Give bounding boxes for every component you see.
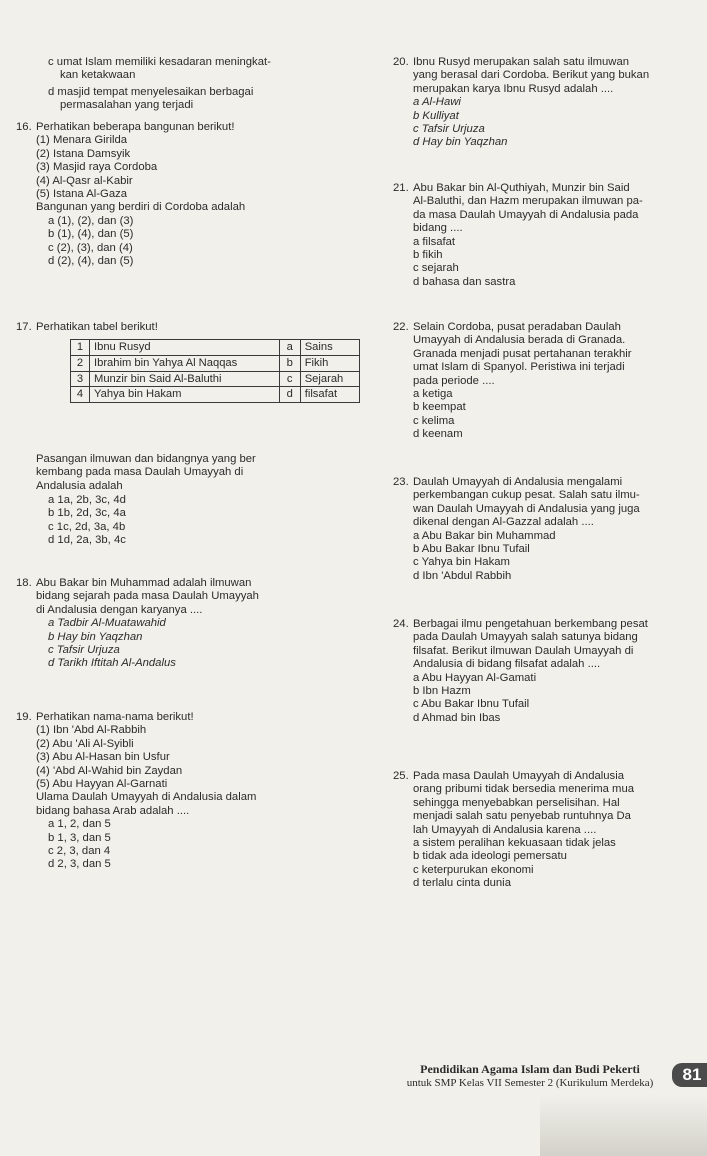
q18-option-b[interactable]: b Hay bin Yaqzhan <box>48 630 143 643</box>
q16-options <box>16 215 376 269</box>
page-footer <box>380 1062 680 1089</box>
q18-option-c[interactable]: c Tafsir Urjuza <box>48 644 120 657</box>
q18-options <box>16 617 376 671</box>
q25-option-a[interactable]: a sistem peralihan kekuasaan tidak jelas <box>413 837 616 850</box>
q19-option-c[interactable]: c 2, 3, dan 4 <box>48 845 111 858</box>
q21-option-b[interactable]: b fikih <box>413 249 443 262</box>
q20-option-d[interactable]: d Hay bin Yaqzhan <box>413 136 508 149</box>
q19-option-a[interactable]: a 1, 2, dan 5 <box>48 818 111 831</box>
q24-option-b[interactable]: b Ibn Hazm <box>413 685 471 698</box>
q17-option-d[interactable]: d 1d, 2a, 3b, 4c <box>48 534 126 547</box>
table-row: 3 Munzir bin Said Al-Baluthi c Sejarah <box>71 371 360 387</box>
q23-option-c[interactable]: c Yahya bin Hakam <box>413 556 510 569</box>
q16-option-d[interactable]: d (2), (4), dan (5) <box>48 255 134 268</box>
q25-options <box>393 837 705 891</box>
question-19: 19. Perhatikan nama-nama berikut! (1) Ibn 'Abd Al-Rabbih (2) Abu 'Ali Al-Syibli (3) Abu Al-Hasan bin Usfur (4) 'Abd Al-Wahid bin Zaydan (5) Abu Hayyan Al-Garnati Ulama Daulah Umayyah di Andalusia dalam bidang bahasa Arab adalah .... a 1, 2, dan 5 b 1, 3, dan 5 c 2, 3, dan 4 d 2, 3, dan 5 <box>16 711 376 872</box>
q21-options <box>393 236 705 290</box>
q17-prompt: Pasangan ilmuwan dan bidangnya yang ber kembang pada masa Daulah Umayyah di Andalusia adalah <box>36 453 256 492</box>
question-18: 18. Abu Bakar bin Muhammad adalah ilmuwan bidang sejarah pada masa Daulah Umayyah di Andalusia dengan karyanya .... a Tadbir Al-Muatawahid b Hay bin Yaqzhan c Tafsir Urjuza d Tarikh Iftitah Al-Andalus <box>16 577 376 671</box>
q16-items: (1) Menara Girilda (2) Istana Damsyik (3) Masjid raya Cordoba (4) Al-Qasr al-Kabir (5) Istana Al-Gaza Bangunan yang berdiri di Cordoba adalah <box>36 134 246 214</box>
q18-option-a[interactable]: a Tadbir Al-Muatawahid <box>48 617 166 630</box>
q23-option-a[interactable]: a Abu Bakar bin Muhammad <box>413 529 556 542</box>
q17-option-c[interactable]: c 1c, 2d, 3a, 4b <box>48 520 126 533</box>
q16-option-a[interactable]: a (1), (2), dan (3) <box>48 214 134 227</box>
question-25: 25. Pada masa Daulah Umayyah di Andalusia orang pribumi tidak bersedia menerima mua sehingga menyebabkan perselisihan. Hal menjadi salah satu penyebab runtuhnya Da lah Umayyah di Andalusia karena .... a sistem peralihan kekuasaan tidak jelas b tidak ada ideologi pemersatu c keterpurukan ekonomi d terlalu cinta dunia <box>393 770 705 891</box>
question-17: 17. Perhatikan tabel berikut! <box>16 321 158 333</box>
q17-option-a[interactable]: a 1a, 2b, 3c, 4d <box>48 494 126 506</box>
q17-table <box>70 339 360 403</box>
q22-options <box>393 388 705 442</box>
q15-option-c: c umat Islam memiliki kesadaran meningkat- kan ketakwaan <box>48 56 271 82</box>
book-subtitle: untuk SMP Kelas VII Semester 2 (Kurikulum Merdeka) <box>406 1077 654 1089</box>
q24-option-d[interactable]: d Ahmad bin Ibas <box>413 711 501 724</box>
q16-option-c[interactable]: c (2), (3), dan (4) <box>48 241 133 254</box>
q20-option-a[interactable]: a Al-Hawi <box>413 96 461 109</box>
question-20: 20. Ibnu Rusyd merupakan salah satu ilmuwan yang berasal dari Cordoba. Berikut yang bukan merupakan karya Ibnu Rusyd adalah .... a Al-Hawi b Kulliyat c Tafsir Urjuza d Hay bin Yaqzhan <box>393 56 705 150</box>
q20-options <box>393 96 705 150</box>
q20-option-c[interactable]: c Tafsir Urjuza <box>413 123 485 136</box>
book-title: Pendidikan Agama Islam dan Budi Pekerti <box>420 1062 640 1076</box>
q18-option-d[interactable]: d Tarikh Iftitah Al-Andalus <box>48 657 176 670</box>
question-16: 16. Perhatikan beberapa bangunan berikut! (1) Menara Girilda (2) Istana Damsyik (3) Masjid raya Cordoba (4) Al-Qasr al-Kabir (5) Istana Al-Gaza Bangunan yang berdiri di Cordoba adalah a (1), (2), dan (3) b (1), (4), dan (5) c (2), (3), dan (4) d (2), (4), dan (5) <box>16 121 376 268</box>
q22-option-d[interactable]: d keenam <box>413 428 463 441</box>
q19-option-d[interactable]: d 2, 3, dan 5 <box>48 858 111 871</box>
table-row: 2 Ibrahim bin Yahya Al Naqqas b Fikih <box>71 355 360 371</box>
q17-option-b[interactable]: b 1b, 2d, 3c, 4a <box>48 507 126 520</box>
q19-options <box>16 818 376 872</box>
q22-option-a[interactable]: a ketiga <box>413 388 453 401</box>
q20-option-b[interactable]: b Kulliyat <box>413 109 459 122</box>
q15-option-d: d masjid tempat menyelesaikan berbagai permasalahan yang terjadi <box>48 86 254 112</box>
q21-option-d[interactable]: d bahasa dan sastra <box>413 275 516 288</box>
question-21: 21. Abu Bakar bin Al-Quthiyah, Munzir bin Said Al-Baluthi, dan Hazm merupakan ilmuwan pa- da masa Daulah Umayyah di Andalusia pada bidang .... a filsafat b fikih c sejarah d bahasa dan sastra <box>393 182 705 289</box>
q21-option-a[interactable]: a filsafat <box>413 235 456 248</box>
table-row: 1 Ibnu Rusyd a Sains <box>71 340 360 356</box>
question-23: 23. Daulah Umayyah di Andalusia mengalami perkembangan cukup pesat. Salah satu ilmu- wan Daulah Umayyah di Andalusia yang juga dikenal dengan Al-Gazzal adalah .... a Abu Bakar bin Muhammad b Abu Bakar Ibnu Tufail c Yahya bin Hakam d Ibn 'Abdul Rabbih <box>393 476 705 583</box>
q23-options <box>393 530 705 584</box>
q19-option-b[interactable]: b 1, 3, dan 5 <box>48 831 111 844</box>
q23-option-d[interactable]: d Ibn 'Abdul Rabbih <box>413 569 512 582</box>
q25-option-b[interactable]: b tidak ada ideologi pemersatu <box>413 850 567 863</box>
table-row: 4 Yahya bin Hakam d filsafat <box>71 387 360 403</box>
q24-option-a[interactable]: a Abu Hayyan Al-Gamati <box>413 671 537 684</box>
page-number: 81 <box>672 1063 707 1087</box>
q23-option-b[interactable]: b Abu Bakar Ibnu Tufail <box>413 543 530 556</box>
q25-option-c[interactable]: c keterpurukan ekonomi <box>413 863 534 876</box>
q17-options <box>36 494 376 548</box>
q22-option-c[interactable]: c kelima <box>413 414 455 427</box>
page-shadow <box>540 1095 707 1156</box>
q25-option-d[interactable]: d terlalu cinta dunia <box>413 877 511 890</box>
q22-option-b[interactable]: b keempat <box>413 401 466 414</box>
q21-option-c[interactable]: c sejarah <box>413 262 459 275</box>
q24-option-c[interactable]: c Abu Bakar Ibnu Tufail <box>413 698 530 711</box>
question-24: 24. Berbagai ilmu pengetahuan berkembang pesat pada Daulah Umayyah salah satunya bidang filsafat. Berikut ilmuwan Daulah Umayyah di Andalusia di bidang filsafat adalah .... a Abu Hayyan Al-Gamati b Ibn Hazm c Abu Bakar Ibnu Tufail d Ahmad bin Ibas <box>393 618 705 725</box>
question-22: 22. Selain Cordoba, pusat peradaban Daulah Umayyah di Andalusia berada di Granada. Granada menjadi pusat pertahanan terakhir umat Islam di Spanyol. Peristiwa ini terjadi pada periode .... a ketiga b keempat c kelima d keenam <box>393 321 705 442</box>
q16-option-b[interactable]: b (1), (4), dan (5) <box>48 228 134 241</box>
q24-options <box>393 672 705 726</box>
